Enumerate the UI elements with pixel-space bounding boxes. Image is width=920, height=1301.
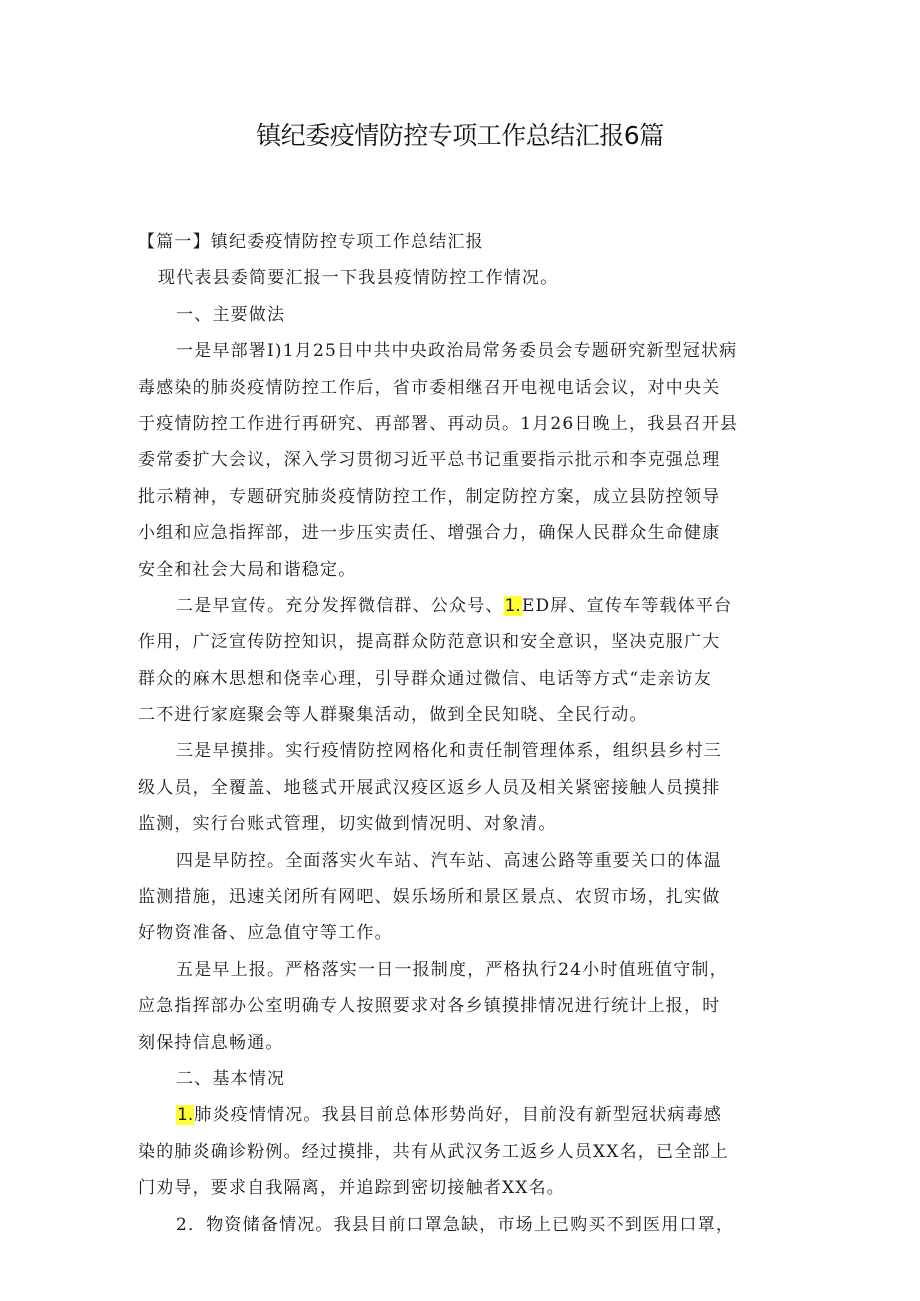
text-line: 一是早部署I)1月25日中共中央政治局常务委员会专题研究新型冠状病 bbox=[176, 341, 738, 362]
text-line: 群众的麻木思想和侥幸心理，引导群众通过微信、电话等方式“走亲访友 bbox=[138, 668, 713, 689]
text-line: 好物资准备、应急值守等工作。 bbox=[138, 923, 393, 944]
text-line: 应急指挥部办公室明确专人按照要求对各乡镇摸排情况进行统计上报，时 bbox=[138, 996, 721, 1017]
text-line: 小组和应急指挥部，进一步压实责任、增强合力，确保人民群众生命健康 bbox=[138, 523, 721, 544]
text-line: 四是早防控。全面落实火车站、汽车站、高速公路等重要关口的体温 bbox=[176, 850, 722, 871]
text-line: 三是早摸排。实行疫情防控网格化和责任制管理体系，组织县乡村三 bbox=[176, 741, 722, 762]
text-line: 【篇一】镇纪委疫情防控专项工作总结汇报 bbox=[138, 232, 484, 252]
text-segment: 肺炎疫情情况。我县目前总体形势尚好，目前没有新型冠状病毒感 bbox=[194, 1105, 723, 1126]
text-segment: ED屏、宣传车等载体平台 bbox=[521, 595, 733, 616]
text-line bbox=[138, 588, 778, 624]
text-line: 染的肺炎确诊粉例。经过摸排，共有从武汉务工返乡人员XX名，已全部上 bbox=[138, 1141, 729, 1162]
document-body bbox=[138, 224, 778, 1243]
text-line: 监测措施，迅速关闭所有网吧、娱乐场所和景区景点、农贸市场，扎实做 bbox=[138, 887, 721, 908]
text-line: 二、基本情况 bbox=[176, 1068, 286, 1089]
text-line: 安全和社会大局和谐稳定。 bbox=[138, 559, 357, 580]
text-line: 于疫情防控工作进行再研究、再部署、再动员。1月26日晚上，我县召开县 bbox=[138, 413, 739, 434]
text-line: 门劝导，要求自我隔离，并追踪到密切接触者XX名。 bbox=[138, 1178, 566, 1199]
text-line: 二不进行家庭聚会等人群聚集活动，做到全民知晓、全民行动。 bbox=[138, 705, 648, 726]
document-title: 镇纪委疫情防控专项工作总结汇报6篇 bbox=[256, 121, 664, 150]
text-line: 一、主要做法 bbox=[176, 304, 286, 325]
text-line: 批示精神，专题研究肺炎疫情防控工作，制定防控方案，成立县防控领导 bbox=[138, 486, 721, 507]
text-line bbox=[138, 1097, 778, 1133]
text-line: 级人员，全覆盖、地毯式开展武汉疫区返乡人员及相关紧密接触人员摸排 bbox=[138, 777, 721, 798]
highlighted-text: 1. bbox=[504, 595, 521, 616]
text-line: 毒感染的肺炎疫情防控工作后，省市委相继召开电视电话会议，对中央关 bbox=[138, 377, 721, 398]
text-line: 委常委扩大会议，深入学习贯彻习近平总书记重要指示批示和李克强总理 bbox=[138, 450, 721, 471]
text-line: 作用，广泛宣传防控知识，提高群众防范意识和安全意识，坚决克服广大 bbox=[138, 632, 721, 653]
text-line: 五是早上报。严格落实一日一报制度，严格执行24小时值班值守制， bbox=[176, 959, 728, 980]
highlighted-text: 1. bbox=[177, 1105, 194, 1126]
text-line: 刻保持信息畅通。 bbox=[138, 1032, 284, 1053]
text-segment: 二是早宣传。充分发挥微信群、公众号、 bbox=[176, 595, 504, 616]
text-line: 2．物资储备情况。我县目前口罩急缺，市场上已购买不到医用口罩， bbox=[176, 1214, 735, 1235]
text-line: 现代表县委简要汇报一下我县疫情防控工作情况。 bbox=[158, 268, 559, 289]
text-line: 监测，实行台账式管理，切实做到情况明、对象清。 bbox=[138, 814, 557, 835]
